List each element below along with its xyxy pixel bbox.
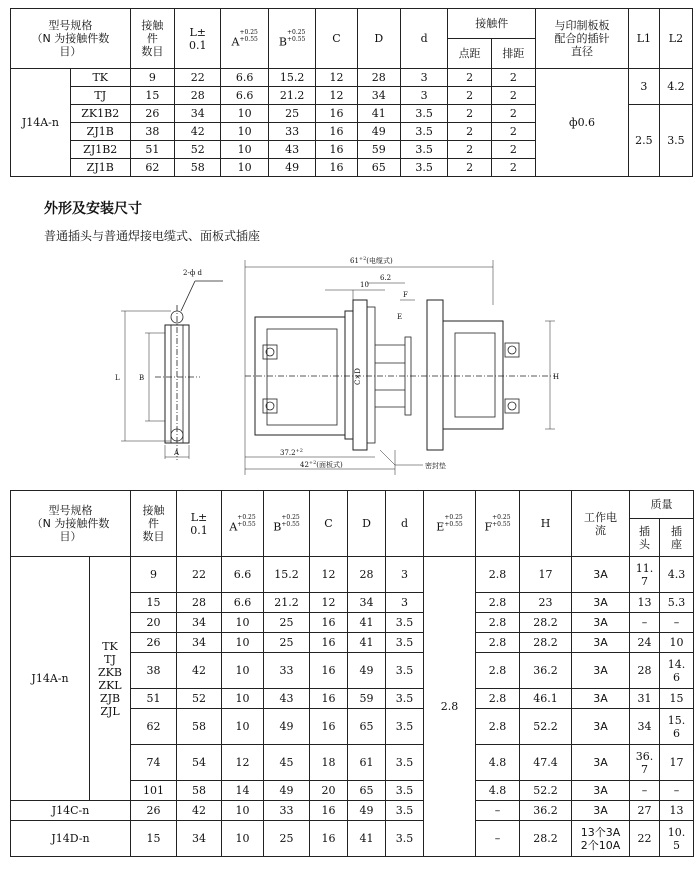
table-cell: 3A <box>572 689 630 709</box>
table-cell: 2 <box>448 123 491 141</box>
table-cell: 34 <box>630 709 660 745</box>
table-cell: 15. 6 <box>660 709 694 745</box>
table-cell: 52 <box>175 141 221 159</box>
table-cell: 3.5 <box>386 821 424 857</box>
table-cell: 28 <box>177 593 222 613</box>
header-L1: L1 <box>628 9 659 69</box>
L1-value: 2.5 <box>628 105 659 177</box>
table-cell: 21.2 <box>264 593 310 613</box>
table-cell: 41 <box>348 613 386 633</box>
header-model: 型号规格 （N 为接触件数 目） <box>11 9 131 69</box>
table-cell: 2 <box>491 123 535 141</box>
table-cell: 22 <box>177 557 222 593</box>
table-cell: 49 <box>348 653 386 689</box>
table-cell: 59 <box>348 689 386 709</box>
table-cell: – <box>660 613 694 633</box>
header-contacts: 接触件 <box>448 9 536 39</box>
table-cell: 34 <box>175 105 221 123</box>
table-cell: 13 <box>630 593 660 613</box>
t2-header-E: E+0.25 +0.55 <box>424 491 476 557</box>
table-cell: 21.2 <box>268 87 315 105</box>
table-cell: 2 <box>448 159 491 177</box>
table-cell: 16 <box>310 801 348 821</box>
table-cell: 38 <box>130 123 174 141</box>
table-cell: 6.6 <box>221 69 268 87</box>
table-cell: 3A <box>572 745 630 781</box>
table-cell: 17 <box>660 745 694 781</box>
table-cell: 28 <box>357 69 400 87</box>
table-cell: 2 <box>491 87 535 105</box>
table-cell: 15.2 <box>264 557 310 593</box>
table-cell: 23 <box>520 593 572 613</box>
table-cell: 3.5 <box>400 141 447 159</box>
L1-value: 3 <box>628 69 659 105</box>
table-cell: 41 <box>357 105 400 123</box>
table-cell: 65 <box>348 709 386 745</box>
table-cell: – <box>630 613 660 633</box>
header-row-pitch: 排距 <box>491 39 535 69</box>
table-cell: 3.5 <box>386 633 424 653</box>
label-H: H <box>553 373 560 381</box>
header-pin-diameter: 与印制板板 配合的插针 直径 <box>536 9 629 69</box>
table-cell: 34 <box>177 821 222 857</box>
table-cell: 15 <box>131 821 177 857</box>
model-type: TJ <box>70 87 130 105</box>
table-cell: 11. 7 <box>630 557 660 593</box>
table-cell: 49 <box>357 123 400 141</box>
table-cell: 34 <box>348 593 386 613</box>
table-cell: 2 <box>448 69 491 87</box>
table-cell: 3.5 <box>386 745 424 781</box>
table-cell: 2.8 <box>476 709 520 745</box>
table-cell: 28 <box>630 653 660 689</box>
model-name: J14C-n <box>11 801 131 821</box>
table-cell: 10 <box>222 633 264 653</box>
label-A: A <box>174 449 180 457</box>
model-types: TK TJ ZKB ZKL ZJB ZJL <box>90 557 131 801</box>
t2-header-B: B+0.25 +0.55 <box>264 491 310 557</box>
table-cell: 74 <box>131 745 177 781</box>
label-L: L <box>115 374 120 382</box>
table-cell: 3A <box>572 801 630 821</box>
label-2-holes: 2-ф d <box>183 269 203 277</box>
table-cell: 15.2 <box>268 69 315 87</box>
table-cell: 28.2 <box>520 633 572 653</box>
table-cell: 2 <box>448 141 491 159</box>
table-cell: 49 <box>264 709 310 745</box>
table-cell: 31 <box>630 689 660 709</box>
table-cell: 51 <box>130 141 174 159</box>
table-cell: 2 <box>491 69 535 87</box>
model-type: TK <box>70 69 130 87</box>
header-count: 接触 件 数目 <box>130 9 174 69</box>
table-cell: 10 <box>222 801 264 821</box>
table-cell: 36.2 <box>520 653 572 689</box>
table-cell: 3 <box>400 87 447 105</box>
table-cell: 16 <box>310 709 348 745</box>
table-cell: 3 <box>386 593 424 613</box>
table-cell: 49 <box>264 781 310 801</box>
header-pitch: 点距 <box>448 39 491 69</box>
model-type: ZJ1B2 <box>70 141 130 159</box>
table-cell: 15 <box>131 593 177 613</box>
table-cell: 38 <box>131 653 177 689</box>
table-cell: 2.8 <box>476 613 520 633</box>
table-cell: 25 <box>264 633 310 653</box>
model-group: J14A-n <box>11 69 71 177</box>
model-group: J14A-n <box>11 557 90 801</box>
table-cell: 28.2 <box>520 613 572 633</box>
table-cell: 26 <box>131 633 177 653</box>
t2-header-L: L± 0.1 <box>177 491 222 557</box>
table-cell: 9 <box>131 557 177 593</box>
side-view <box>245 260 555 475</box>
table-cell: 58 <box>177 709 222 745</box>
table-cell: 3A <box>572 613 630 633</box>
table-cell: 14. 6 <box>660 653 694 689</box>
table-cell: 20 <box>310 781 348 801</box>
table-cell: 10 <box>221 141 268 159</box>
contact-spec-table <box>10 8 693 177</box>
model-name: J14D-n <box>11 821 131 857</box>
table-cell: – <box>476 801 520 821</box>
t2-header-A: A+0.25 +0.55 <box>222 491 264 557</box>
table-cell: 3.5 <box>400 123 447 141</box>
label-37-2: $37.2^{+2}$ <box>280 448 303 457</box>
pin-diameter: ф0.6 <box>536 69 629 177</box>
table-cell: 3A <box>572 781 630 801</box>
table-cell: 34 <box>357 87 400 105</box>
header-C: C <box>316 9 357 69</box>
table-cell: 65 <box>348 781 386 801</box>
table-cell: 43 <box>264 689 310 709</box>
table-cell: 10 <box>660 633 694 653</box>
table-cell: 49 <box>268 159 315 177</box>
table-cell: 42 <box>175 123 221 141</box>
table-cell: 10 <box>222 653 264 689</box>
table-cell: 52 <box>177 689 222 709</box>
t2-header-mass: 质量 <box>630 491 694 519</box>
table-cell: 10 <box>221 105 268 123</box>
table-cell: 41 <box>348 633 386 653</box>
table-cell: 5.3 <box>660 593 694 613</box>
table-cell: 3A <box>572 709 630 745</box>
t2-header-d: d <box>386 491 424 557</box>
table-cell: 33 <box>264 653 310 689</box>
table-cell: 26 <box>130 105 174 123</box>
model-type: ZJ1B <box>70 123 130 141</box>
table-cell: 13个3A 2个10A <box>572 821 630 857</box>
t2-header-F: F+0.25 +0.55 <box>476 491 520 557</box>
table-cell: 15 <box>130 87 174 105</box>
table-cell: 12 <box>316 69 357 87</box>
table-cell: 46.1 <box>520 689 572 709</box>
table-cell: 2.8 <box>476 557 520 593</box>
table-cell: 59 <box>357 141 400 159</box>
table-cell: 2 <box>448 87 491 105</box>
table-cell: 16 <box>310 653 348 689</box>
table-cell: 16 <box>310 821 348 857</box>
table-cell: 27 <box>630 801 660 821</box>
table-cell: 3.5 <box>386 709 424 745</box>
table-cell: 25 <box>264 821 310 857</box>
table-cell: 41 <box>348 821 386 857</box>
section-subtitle: 普通插头与普通焊接电缆式、面板式插座 <box>44 229 261 243</box>
label-61: $61^{+2}$(电缆式) <box>350 256 393 265</box>
table-cell: 10. 5 <box>660 821 694 857</box>
L2-value: 4.2 <box>659 69 692 105</box>
table-cell: 3.5 <box>386 801 424 821</box>
table-cell: 33 <box>264 801 310 821</box>
table-cell: 3.5 <box>386 613 424 633</box>
table-cell: 20 <box>131 613 177 633</box>
table-cell: 12 <box>310 557 348 593</box>
table-cell: 4.8 <box>476 745 520 781</box>
table-row <box>11 69 693 87</box>
front-view <box>121 281 223 460</box>
t2-header-C: C <box>310 491 348 557</box>
table-cell: 13 <box>660 801 694 821</box>
table-cell: 51 <box>131 689 177 709</box>
table-cell: 16 <box>310 613 348 633</box>
section-title: 外形及安装尺寸 <box>44 201 142 217</box>
table-cell: 3A <box>572 633 630 653</box>
table-cell: 62 <box>131 709 177 745</box>
label-B: B <box>139 374 145 382</box>
table-cell: 15 <box>660 689 694 709</box>
table-cell: 9 <box>130 69 174 87</box>
table-cell: 2.8 <box>476 689 520 709</box>
table-cell: 16 <box>316 123 357 141</box>
table-row <box>11 557 694 593</box>
table-cell: 16 <box>316 105 357 123</box>
model-type: ZJ1B <box>70 159 130 177</box>
table-cell: – <box>630 781 660 801</box>
table-cell: 3.5 <box>400 105 447 123</box>
table-cell: 62 <box>130 159 174 177</box>
table-cell: 52.2 <box>520 709 572 745</box>
table-cell: 52.2 <box>520 781 572 801</box>
label-E: E <box>397 313 403 321</box>
table-cell: 12 <box>310 593 348 613</box>
header-L: L± 0.1 <box>175 9 221 69</box>
table-cell: 10 <box>222 613 264 633</box>
table-cell: 16 <box>310 689 348 709</box>
table-cell: 10 <box>222 709 264 745</box>
table-cell: 34 <box>177 633 222 653</box>
table-cell: 26 <box>131 801 177 821</box>
table-cell: 6.6 <box>222 593 264 613</box>
table-cell: 2 <box>491 159 535 177</box>
table-cell: 24 <box>630 633 660 653</box>
table-cell: 101 <box>131 781 177 801</box>
t2-header-plug: 插 头 <box>630 519 660 557</box>
label-seal: 密封垫 <box>425 462 446 470</box>
table-cell: 43 <box>268 141 315 159</box>
table-cell: 28.2 <box>520 821 572 857</box>
table-cell: 3.5 <box>386 689 424 709</box>
table-cell: 4.3 <box>660 557 694 593</box>
table-cell: 22 <box>175 69 221 87</box>
t2-header-H: H <box>520 491 572 557</box>
table-cell: 22 <box>630 821 660 857</box>
table-cell: 36.2 <box>520 801 572 821</box>
table-cell: 12 <box>222 745 264 781</box>
label-42: $42^{+2}$(面板式) <box>300 460 343 469</box>
dimension-table <box>10 490 694 857</box>
table-cell: 18 <box>310 745 348 781</box>
dimension-drawing <box>95 245 605 485</box>
table-cell: 3 <box>400 69 447 87</box>
table-cell: 36. 7 <box>630 745 660 781</box>
table-cell: 2 <box>448 105 491 123</box>
t2-header-count: 接触 件 数目 <box>131 491 177 557</box>
table-cell: 10 <box>221 159 268 177</box>
t2-header-current: 工作电 流 <box>572 491 630 557</box>
header-d: d <box>400 9 447 69</box>
table-cell: 3 <box>386 557 424 593</box>
table-cell: 16 <box>316 141 357 159</box>
header-B: B+0.25 +0.55 <box>268 9 315 69</box>
table-cell: 2.8 <box>476 633 520 653</box>
table-cell: 42 <box>177 801 222 821</box>
table-cell: 2.8 <box>476 653 520 689</box>
L2-value: 3.5 <box>659 105 692 177</box>
t2-header-socket: 插 座 <box>660 519 694 557</box>
table-cell: 16 <box>316 159 357 177</box>
model-type: ZK1B2 <box>70 105 130 123</box>
table-cell: 2.8 <box>476 593 520 613</box>
table-cell: 61 <box>348 745 386 781</box>
table-cell: 4.8 <box>476 781 520 801</box>
header-A: A+0.25 +0.55 <box>221 9 268 69</box>
table-cell: 10 <box>222 689 264 709</box>
header-D: D <box>357 9 400 69</box>
table-cell: 25 <box>264 613 310 633</box>
label-6-2: 6.2 <box>380 274 392 282</box>
table-cell: 45 <box>264 745 310 781</box>
table-cell: 33 <box>268 123 315 141</box>
table-cell: 3A <box>572 653 630 689</box>
table-cell: – <box>660 781 694 801</box>
table-cell: 65 <box>357 159 400 177</box>
table-cell: 12 <box>316 87 357 105</box>
table-cell: 3.5 <box>400 159 447 177</box>
label-C-D: C×D <box>354 368 362 385</box>
table-cell: 10 <box>222 821 264 857</box>
table-cell: 6.6 <box>222 557 264 593</box>
table-cell: 3A <box>572 557 630 593</box>
table-cell: 42 <box>177 653 222 689</box>
table-cell: 2 <box>491 105 535 123</box>
t2-header-D: D <box>348 491 386 557</box>
table-cell: 28 <box>175 87 221 105</box>
table-cell: 10 <box>221 123 268 141</box>
table-row <box>11 821 694 857</box>
header-L2: L2 <box>659 9 692 69</box>
table-row <box>11 801 694 821</box>
table-cell: 6.6 <box>221 87 268 105</box>
table-cell: 3.5 <box>386 653 424 689</box>
table-cell: 34 <box>177 613 222 633</box>
table-cell: 28 <box>348 557 386 593</box>
table-cell: 14 <box>222 781 264 801</box>
table-cell: 25 <box>268 105 315 123</box>
table-cell: 3.5 <box>386 781 424 801</box>
table-cell: 54 <box>177 745 222 781</box>
t2-header-model: 型号规格 （N 为接触件数 目） <box>11 491 131 557</box>
table-cell: 17 <box>520 557 572 593</box>
table-cell: 49 <box>348 801 386 821</box>
table-cell: 58 <box>175 159 221 177</box>
table-cell: 58 <box>177 781 222 801</box>
table-cell: 16 <box>310 633 348 653</box>
table-cell: 3A <box>572 593 630 613</box>
label-F: F <box>403 291 408 299</box>
E-value: 2.8 <box>424 557 476 857</box>
table-cell: 2 <box>491 141 535 159</box>
table-cell: – <box>476 821 520 857</box>
label-10: 10 <box>360 281 369 289</box>
table-cell: 47.4 <box>520 745 572 781</box>
